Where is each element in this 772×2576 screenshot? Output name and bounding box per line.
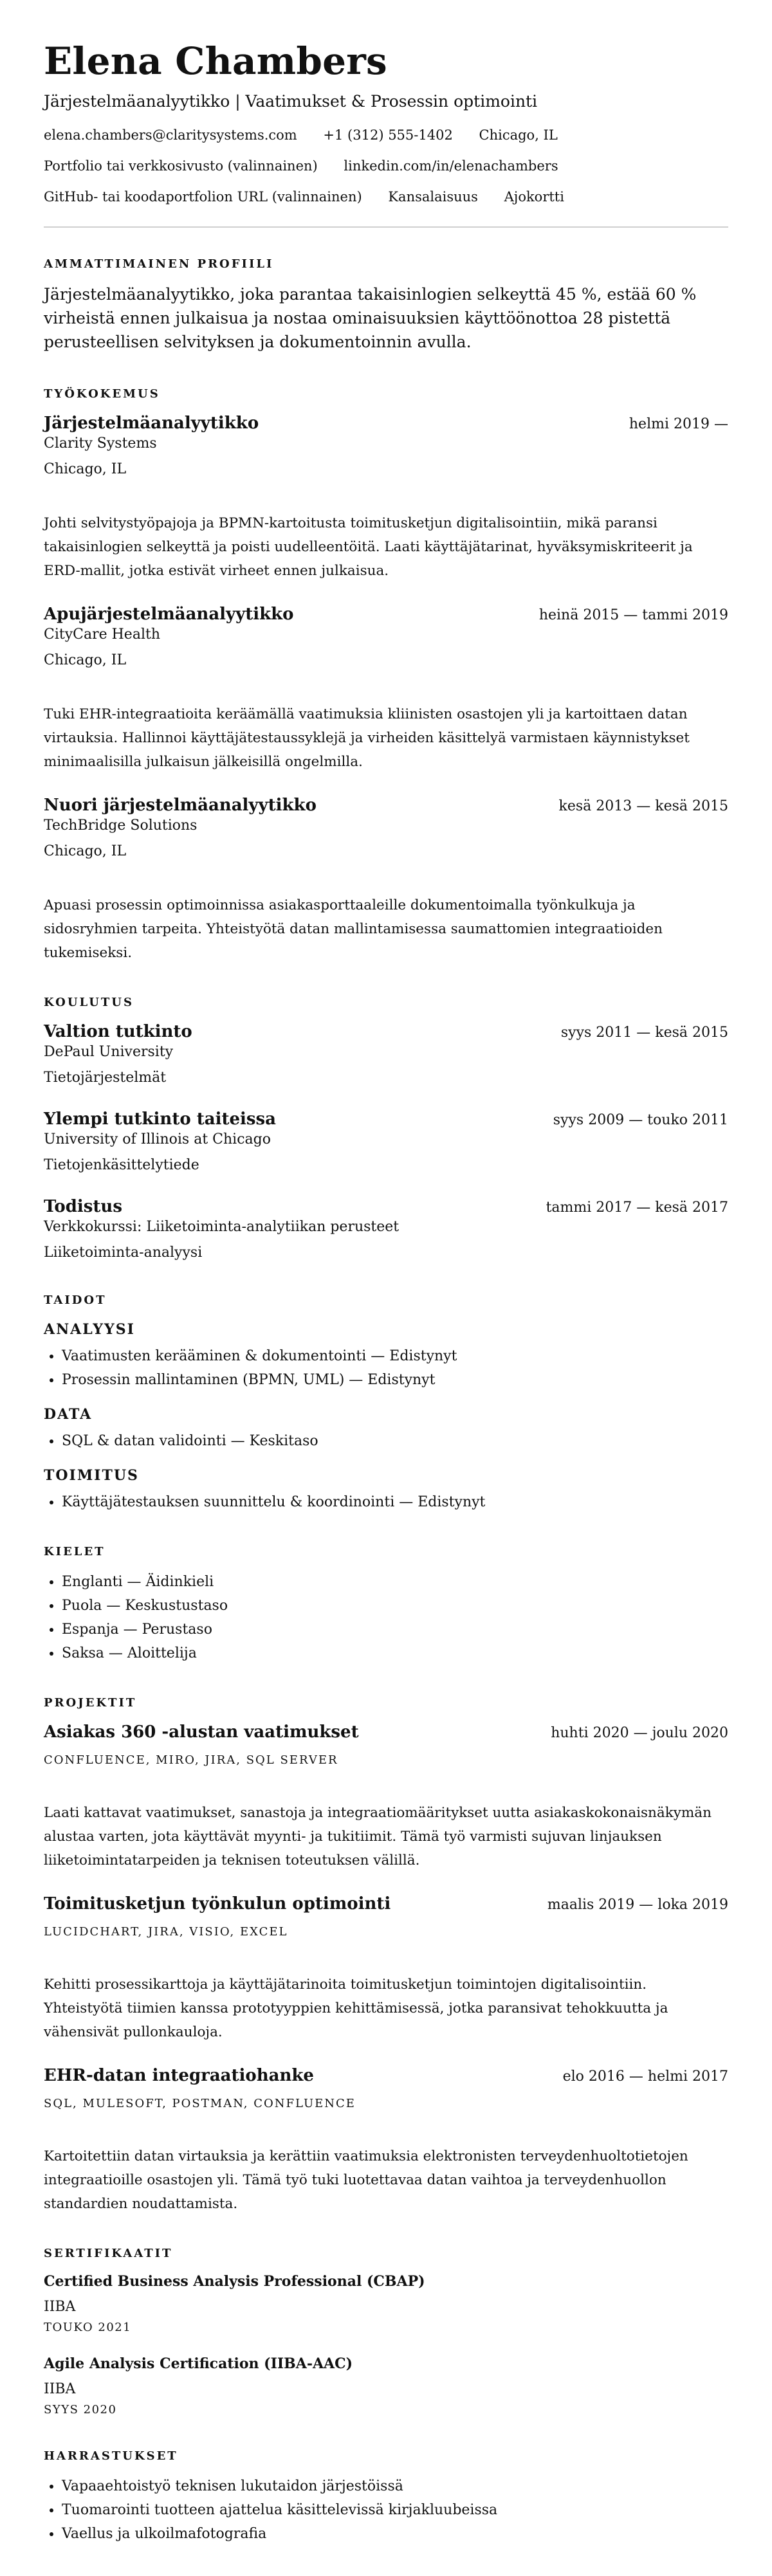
job-dates: kesä 2013 — kesä 2015: [558, 798, 728, 814]
skill-list: [44, 1490, 728, 1514]
projects-section: [44, 1696, 728, 2216]
job-location: Chicago, IL: [44, 461, 127, 477]
contact-row-links: [44, 157, 728, 175]
profile-title: AMMATTIMAINEN PROFIILI: [44, 257, 274, 271]
languages-section: [44, 1545, 728, 1665]
education-title: KOULUTUS: [44, 996, 134, 1009]
company-name: TechBridge Solutions: [44, 818, 198, 834]
interest-item: • Vaellus ja ulkoilmafotografia: [62, 2522, 728, 2546]
project-name: Toimitusketjun työnkulun optimointi: [44, 1894, 391, 1914]
degree-dates: syys 2009 — touko 2011: [553, 1112, 728, 1128]
project-entry: [44, 2065, 728, 2216]
project-entry: [44, 1721, 728, 1872]
skills-section: [44, 1293, 728, 1514]
education-entry: [44, 1196, 728, 1263]
certification-entry: [44, 2272, 728, 2336]
experience-entry: [44, 412, 728, 583]
job-title: Järjestelmäanalyytikko: [44, 414, 259, 433]
project-dates: huhti 2020 — joulu 2020: [551, 1725, 728, 1741]
study-field: Tietojärjestelmät: [44, 1070, 167, 1086]
degree-dates: syys 2011 — kesä 2015: [560, 1025, 728, 1041]
experience-section: [44, 387, 728, 965]
language-item: • Espanja — Perustaso: [62, 1618, 728, 1641]
language-item: • Englanti — Äidinkieli: [62, 1570, 728, 1594]
certification-issuer: IIBA: [44, 2299, 76, 2315]
project-description: Kartoitettiin datan virtauksia ja kerättiin vaatimuksia elektronisten terveydenhuoltotietojen integraatioille osastojen yli. Tämä työ tuki luotettavaa datan vaihtoa ja terveydenhuollon standardien noudattamista.: [44, 2148, 688, 2212]
job-dates: helmi 2019 —: [629, 416, 728, 432]
linkedin-link[interactable]: linkedin.com/in/elenachambers: [344, 158, 558, 174]
certification-date: SYYS 2020: [44, 2403, 117, 2416]
job-location: Chicago, IL: [44, 652, 127, 668]
project-tech: LUCIDCHART, JIRA, VISIO, EXCEL: [44, 1925, 288, 1939]
headline: Järjestelmäanalyytikko | Vaatimukset & Prosessin optimointi: [44, 92, 538, 111]
education-entry: [44, 1108, 728, 1175]
job-title: Nuori järjestelmäanalyytikko: [44, 796, 317, 815]
certification-date: TOUKO 2021: [44, 2321, 132, 2334]
project-entry: [44, 1893, 728, 2044]
contact-row-extra: [44, 188, 728, 206]
interests-title: HARRASTUKSET: [44, 2449, 178, 2463]
license-text: Ajokortti: [504, 189, 564, 205]
projects-title: PROJEKTIT: [44, 1696, 137, 1710]
header-divider: [44, 226, 728, 228]
certification-name: Agile Analysis Certification (IIBA-AAC): [44, 2355, 353, 2372]
school-name: DePaul University: [44, 1044, 174, 1060]
company-name: CityCare Health: [44, 626, 160, 643]
school-name: Verkkokurssi: Liiketoiminta-analytiikan perusteet: [44, 1219, 400, 1235]
job-description: Apuasi prosessin optimoinnissa asiakasporttaaleille dokumentoimalla työnkulkuja ja sidosryhmien tarpeita. Yhteistyötä datan mallintamisessa saumattomien integraatioiden tukemiseksi.: [44, 897, 663, 961]
company-name: Clarity Systems: [44, 435, 157, 452]
job-title: Apujärjestelmäanalyytikko: [44, 605, 294, 624]
skill-item: • SQL & datan validointi — Keskitaso: [62, 1429, 728, 1453]
skill-group-title: TOIMITUS: [44, 1467, 139, 1484]
skill-group-title: DATA: [44, 1406, 93, 1423]
certifications-title: SERTIFIKAATIT: [44, 2247, 173, 2260]
experience-entry: [44, 603, 728, 774]
job-description: Johti selvitystyöpajoja ja BPMN-kartoitusta toimitusketjun digitalisointiin, mikä paransi takaisinlogien selkeyttä ja poisti uudelleentöitä. Laati käyttäjätarinat, hyväksymiskriteerit ja ERD-mallit, jotka estivät virheet ennen julkaisua.: [44, 515, 693, 579]
interests-section: [44, 2449, 728, 2546]
location-text: Chicago, IL: [479, 127, 558, 143]
project-name: Asiakas 360 -alustan vaatimukset: [44, 1722, 359, 1742]
study-field: Liiketoiminta-analyysi: [44, 1245, 203, 1261]
languages-title: KIELET: [44, 1545, 106, 1558]
degree-title: Ylempi tutkinto taiteissa: [44, 1110, 277, 1129]
education-section: [44, 996, 728, 1263]
skill-item: • Prosessin mallintaminen (BPMN, UML) — Edistynyt: [62, 1368, 728, 1392]
job-description: Tuki EHR-integraatioita keräämällä vaatimuksia kliinisten osastojen yli ja kartoittaen datan virtauksia. Hallinnoi käyttäjätestaussyklejä ja virheiden käsittelyä varmistaen käynnistykset minimaalisilla julkaisun jälkeisillä ongelmilla.: [44, 706, 690, 770]
education-entry: [44, 1021, 728, 1088]
language-item: • Puola — Keskustustaso: [62, 1594, 728, 1618]
project-tech: CONFLUENCE, MIRO, JIRA, SQL SERVER: [44, 1753, 338, 1767]
project-dates: maalis 2019 — loka 2019: [547, 1897, 728, 1913]
github-link[interactable]: GitHub- tai koodaportfolion URL (valinnainen): [44, 189, 362, 205]
portfolio-link[interactable]: Portfolio tai verkkosivusto (valinnainen): [44, 158, 318, 174]
language-item: • Saksa — Aloittelija: [62, 1641, 728, 1665]
degree-title: Todistus: [44, 1197, 122, 1216]
certification-issuer: IIBA: [44, 2381, 76, 2397]
certifications-section: [44, 2247, 728, 2418]
phone-text: +1 (312) 555-1402: [323, 127, 453, 143]
job-location: Chicago, IL: [44, 843, 127, 859]
certification-name: Certified Business Analysis Professional (CBAP): [44, 2273, 425, 2290]
profile-text: Järjestelmäanalyytikko, joka parantaa takaisinlogien selkeyttä 45 %, estää 60 % virheistä ennen julkaisua ja nostaa ominaisuuksien käyttöönottoa 28 pistettä perusteellisen selvityksen ja dokumentoinnin avulla.: [44, 285, 697, 351]
project-tech: SQL, MULESOFT, POSTMAN, CONFLUENCE: [44, 2097, 356, 2110]
language-list: [44, 1570, 728, 1665]
skill-list: [44, 1344, 728, 1392]
citizenship-text: Kansalaisuus: [388, 189, 478, 205]
skill-group-title: ANALYYSI: [44, 1321, 135, 1338]
certification-entry: [44, 2354, 728, 2418]
interest-list: [44, 2474, 728, 2546]
experience-entry: [44, 794, 728, 965]
contact-row-primary: [44, 126, 728, 144]
job-dates: heinä 2015 — tammi 2019: [538, 607, 728, 623]
skill-list: [44, 1429, 728, 1453]
skill-item: • Käyttäjätestauksen suunnittelu & koordinointi — Edistynyt: [62, 1490, 728, 1514]
email-link[interactable]: elena.chambers@claritysystems.com: [44, 127, 297, 143]
project-description: Laati kattavat vaatimukset, sanastoja ja integraatiomääritykset uutta asiakaskokonaisnäkymän alustaa varten, jota käyttävät myynti- ja tukitiimit. Tämä työ varmisti sujuvan linjauksen liiketoimintatarpeiden ja teknisen toteutuksen välillä.: [44, 1805, 712, 1868]
interest-item: • Vapaaehtoistyö teknisen lukutaidon järjestöissä: [62, 2474, 728, 2498]
candidate-name: Elena Chambers: [44, 39, 387, 83]
project-name: EHR-datan integraatiohanke: [44, 2066, 314, 2085]
skills-title: TAIDOT: [44, 1293, 107, 1307]
study-field: Tietojenkäsittelytiede: [44, 1157, 199, 1173]
project-description: Kehitti prosessikarttoja ja käyttäjätarinoita toimitusketjun toimintojen digitalisointiin. Yhteistyötä tiimien kanssa prototyyppien kehittämisessä, jotka paransivat tehokkuutta ja vähensivät pullonkauloja.: [44, 1977, 668, 2040]
degree-dates: tammi 2017 — kesä 2017: [546, 1200, 728, 1216]
school-name: University of Illinois at Chicago: [44, 1131, 271, 1147]
skill-item: • Vaatimusten kerääminen & dokumentointi — Edistynyt: [62, 1344, 728, 1368]
experience-title: TYÖKOKEMUS: [44, 387, 160, 401]
project-dates: elo 2016 — helmi 2017: [562, 2069, 728, 2085]
interest-item: • Tuomarointi tuotteen ajattelua käsittelevissä kirjakluubeissa: [62, 2498, 728, 2522]
degree-title: Valtion tutkinto: [44, 1022, 192, 1041]
profile-section: [44, 257, 728, 354]
